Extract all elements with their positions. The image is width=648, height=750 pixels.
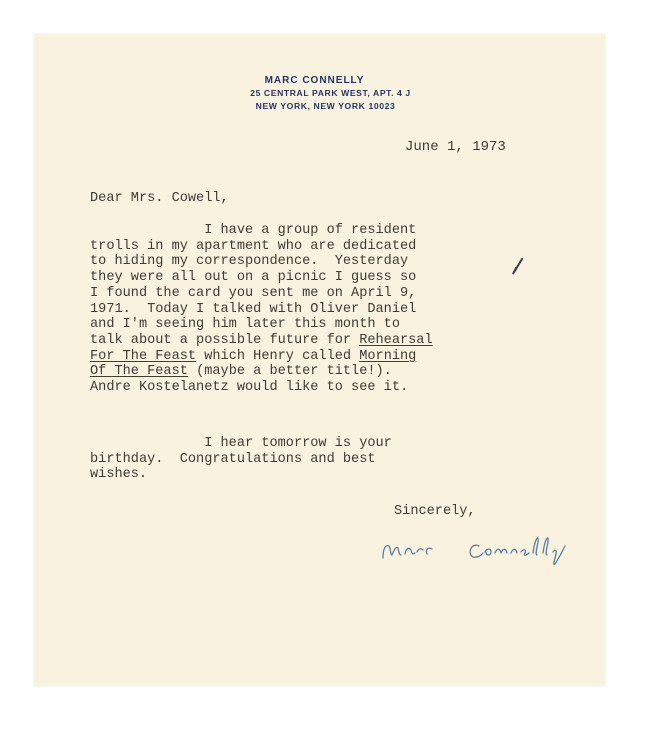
paragraph-1-line: talk about a possible future for	[90, 332, 360, 348]
paragraph-1-line: to hiding my correspondence. Yesterday	[90, 254, 409, 270]
signature	[379, 528, 599, 568]
title-morning-part1: Morning	[359, 348, 417, 364]
salutation: Dear Mrs. Cowell,	[90, 191, 229, 206]
paragraph-2-line: I hear tomorrow is your	[90, 436, 392, 451]
title-morning-part2: Of The Feast	[90, 364, 188, 380]
paragraph-1-line: I have a group of resident	[90, 223, 417, 238]
paragraph-2	[90, 436, 392, 483]
paragraph-2-line: wishes.	[90, 467, 148, 483]
letter-date: June 1, 1973	[405, 139, 506, 155]
ink-correction-mark	[510, 257, 524, 277]
closing: Sincerely,	[394, 504, 476, 519]
paragraph-1-line: they were all out on a picnic I guess so	[90, 270, 417, 286]
letterhead-address-line2: NEW YORK, NEW YORK 10023	[255, 101, 396, 111]
paragraph-2-line: birthday. Congratulations and best	[90, 451, 376, 467]
title-rehearsal-part2: For The Feast	[90, 348, 197, 364]
paragraph-1-last-line: Andre Kostelanetz would like to see it.	[90, 380, 409, 396]
letterhead-address-line1: 25 CENTRAL PARK WEST, APT. 4 J	[250, 88, 411, 98]
paragraph-1-line: 1971. Today I talked with Oliver Daniel	[90, 301, 417, 317]
letter-sheet	[34, 34, 605, 686]
letterhead	[34, 74, 605, 113]
paragraph-1-line: and I'm seeing him later this month to	[90, 317, 400, 333]
paragraph-1	[90, 223, 433, 396]
letterhead-name: MARC CONNELLY	[264, 75, 365, 86]
paragraph-1-mid: which Henry called	[196, 348, 360, 364]
paragraph-1-end: (maybe a better title!).	[187, 364, 392, 380]
paragraph-1-line: I found the card you sent me on April 9,	[90, 285, 417, 301]
title-rehearsal-part1: Rehearsal	[359, 332, 433, 348]
paragraph-1-line: trolls in my apartment who are dedicated	[90, 238, 417, 254]
